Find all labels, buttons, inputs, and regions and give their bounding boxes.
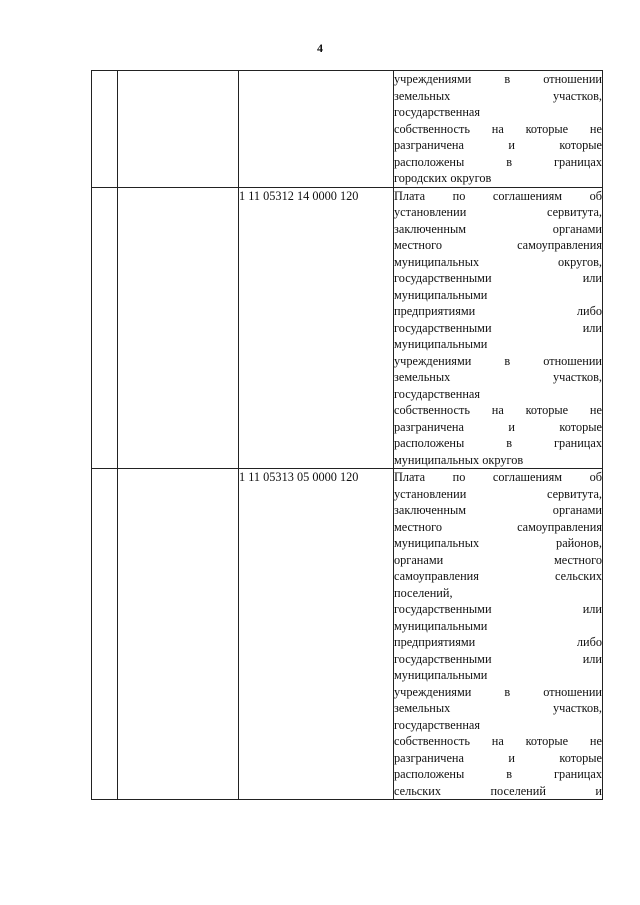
description-line: расположены в границах (394, 767, 602, 781)
description-line: разграничена и которые (394, 419, 602, 434)
description-line: сельских поселений и (394, 783, 602, 798)
income-description-cell (394, 469, 603, 800)
description-line: разграничена и которые (394, 138, 602, 152)
description-line: земельных участков, (394, 88, 602, 103)
empty-admin-cell (118, 71, 239, 188)
income-description-cell (394, 71, 603, 188)
description-line: муниципальными (394, 618, 488, 633)
description-line: предприятиями либо (394, 635, 602, 649)
budget-code-cell (239, 71, 394, 188)
description-line: собственность на которые не (394, 734, 602, 748)
description-line: установлении сервитута, (394, 486, 602, 501)
description-line: государственная (394, 386, 481, 401)
description-line: городских округов (394, 171, 492, 185)
description-line: государственными или (394, 320, 602, 335)
description-line: установлении сервитута, (394, 205, 602, 219)
description-line: государственными или (394, 651, 602, 666)
empty-admin-cell (118, 469, 239, 800)
description-line: муниципальных районов, (394, 536, 602, 550)
description-line: местного самоуправления (394, 519, 602, 534)
description-line: Плата по соглашениям об (394, 470, 602, 484)
description-line: государственными или (394, 602, 602, 616)
table-row (92, 71, 603, 188)
description-line: заключенным органами (394, 221, 602, 236)
description-line: расположены в границах (394, 154, 602, 169)
description-line: муниципальными (394, 668, 488, 682)
description-line: собственность на которые не (394, 403, 602, 417)
description-line: муниципальных округов, (394, 254, 602, 269)
description-line: местного самоуправления (394, 238, 602, 252)
empty-index-cell (92, 187, 118, 469)
description-line: муниципальных округов (394, 452, 524, 467)
description-line: предприятиями либо (394, 304, 602, 318)
budget-code-cell: 1 11 05312 14 0000 120 (239, 187, 394, 469)
description-line: органами местного (394, 552, 602, 567)
description-line: муниципальными (394, 287, 488, 302)
budget-code-cell: 1 11 05313 05 0000 120 (239, 469, 394, 800)
empty-index-cell (92, 469, 118, 800)
description-line: муниципальными (394, 337, 488, 351)
description-line: самоуправления сельских (394, 569, 602, 583)
table-row (92, 469, 603, 800)
description-line: государственная (394, 105, 481, 119)
income-description-cell (394, 187, 603, 469)
empty-index-cell (92, 71, 118, 188)
empty-admin-cell (118, 187, 239, 469)
page-number: 4 (317, 41, 323, 55)
description-line: заключенным органами (394, 503, 602, 517)
table-row (92, 187, 603, 469)
description-line: поселений, (394, 585, 453, 600)
description-line: расположены в границах (394, 436, 602, 450)
description-line: земельных участков, (394, 370, 602, 384)
description-line: разграничена и которые (394, 750, 602, 765)
description-line: учреждениями в отношении (394, 353, 602, 368)
description-line: земельных участков, (394, 701, 602, 715)
description-line: государственными или (394, 271, 602, 285)
description-line: собственность на которые не (394, 121, 602, 136)
description-line: учреждениями в отношении (394, 684, 602, 699)
income-codes-table (91, 70, 603, 800)
description-line: Плата по соглашениям об (394, 188, 602, 203)
description-line: учреждениями в отношении (394, 72, 602, 86)
description-line: государственная (394, 717, 481, 732)
